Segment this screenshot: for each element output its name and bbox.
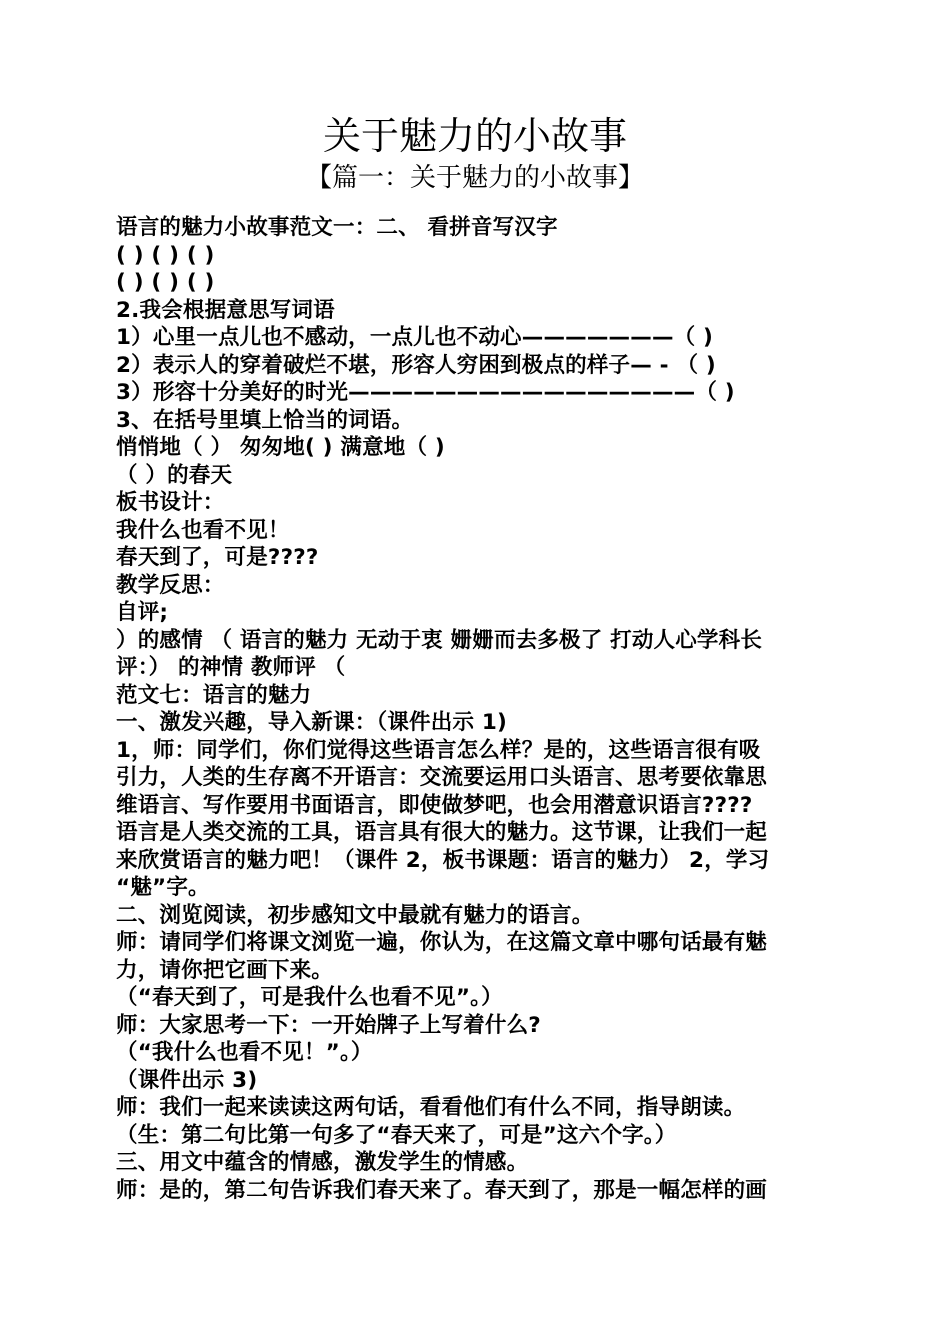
text-line: 一、激发兴趣，导入新课：（课件出示 1) bbox=[116, 710, 508, 735]
text-line: 2）表示人的穿着破烂不堪，形容人穷困到极点的样子— - （ ) bbox=[116, 352, 716, 378]
text-line: ( ) ( ) ( ) bbox=[116, 242, 215, 268]
text-line: 2.我会根据意思写词语 bbox=[116, 297, 335, 323]
text-line: （课件出示 3) bbox=[116, 1067, 258, 1093]
text-line: （“春天到了，可是我什么也看不见”。） bbox=[116, 985, 503, 1010]
document-body bbox=[116, 214, 838, 1204]
text-line: 维语言、写作要用书面语言，即使做梦吧，也会用潜意识语言???? bbox=[116, 792, 753, 818]
text-line: 评：） 的神情 教师评 （ bbox=[116, 655, 346, 680]
text-line: 力，请你把它画下来。 bbox=[116, 957, 334, 983]
text-line: ( ) ( ) ( ) bbox=[116, 270, 215, 295]
text-line: 二、浏览阅读，初步感知文中最就有魅力的语言。 bbox=[116, 902, 594, 928]
text-line: 我什么也看不见！ bbox=[116, 517, 290, 543]
text-line: 自评; bbox=[116, 600, 169, 625]
text-line: 语言是人类交流的工具，语言具有很大的魅力。这节课，让我们一起 bbox=[116, 820, 768, 845]
text-line: 1）心里一点儿也不感动，一点儿也不动心———————（ ) bbox=[116, 325, 714, 350]
text-line: 师：大家思考一下：一开始牌子上写着什么? bbox=[116, 1012, 541, 1038]
text-line: 师：我们一起来读读这两句话，看看他们有什么不同，指导朗读。 bbox=[116, 1095, 746, 1120]
text-line: 1，师：同学们，你们觉得这些语言怎么样？是的，这些语言很有吸 bbox=[116, 737, 761, 763]
text-line: （ ）的春天 bbox=[116, 462, 233, 488]
text-line: （“我什么也看不见！”。） bbox=[116, 1040, 373, 1065]
text-line: 教学反思： bbox=[116, 572, 225, 598]
text-line: 3、在括号里填上恰当的词语。 bbox=[116, 407, 414, 433]
text-line: “魅”字。 bbox=[116, 875, 210, 900]
text-line: 春天到了，可是???? bbox=[116, 545, 319, 570]
text-line: 悄悄地（ ） 匆匆地( ) 满意地（ ) bbox=[116, 435, 445, 460]
text-line: 范文七：语言的魅力 bbox=[116, 682, 312, 708]
text-line: 板书设计： bbox=[116, 490, 225, 515]
text-line: 来欣赏语言的魅力吧！（课件 2，板书课题：语言的魅力） 2，学习 bbox=[116, 847, 770, 873]
text-line: 三、用文中蕴含的情感，激发学生的情感。 bbox=[116, 1150, 529, 1175]
document-title: 关于魅力的小故事 bbox=[322, 114, 627, 158]
text-line: 师：是的，第二句告诉我们春天来了。春天到了，那是一幅怎样的画 bbox=[116, 1177, 768, 1203]
text-line: （生：第二句比第一句多了“春天来了，可是”这六个字。） bbox=[116, 1122, 677, 1148]
text-line: 3）形容十分美好的时光————————————————（ ) bbox=[116, 380, 735, 405]
text-line: 引力，人类的生存离不开语言：交流要运用口头语言、思考要依靠思 bbox=[116, 765, 768, 790]
text-line: 语言的魅力小故事范文一：二、 看拼音写汉字 bbox=[116, 215, 558, 240]
text-line: ）的感情 （ 语言的魅力 无动于衷 姗姗而去多极了 打动人心学科长 bbox=[116, 627, 763, 653]
text-line: 师：请同学们将课文浏览一遍，你认为，在这篇文章中哪句话最有魅 bbox=[116, 930, 768, 955]
document-subtitle: 【篇一：关于魅力的小故事】 bbox=[305, 163, 644, 193]
